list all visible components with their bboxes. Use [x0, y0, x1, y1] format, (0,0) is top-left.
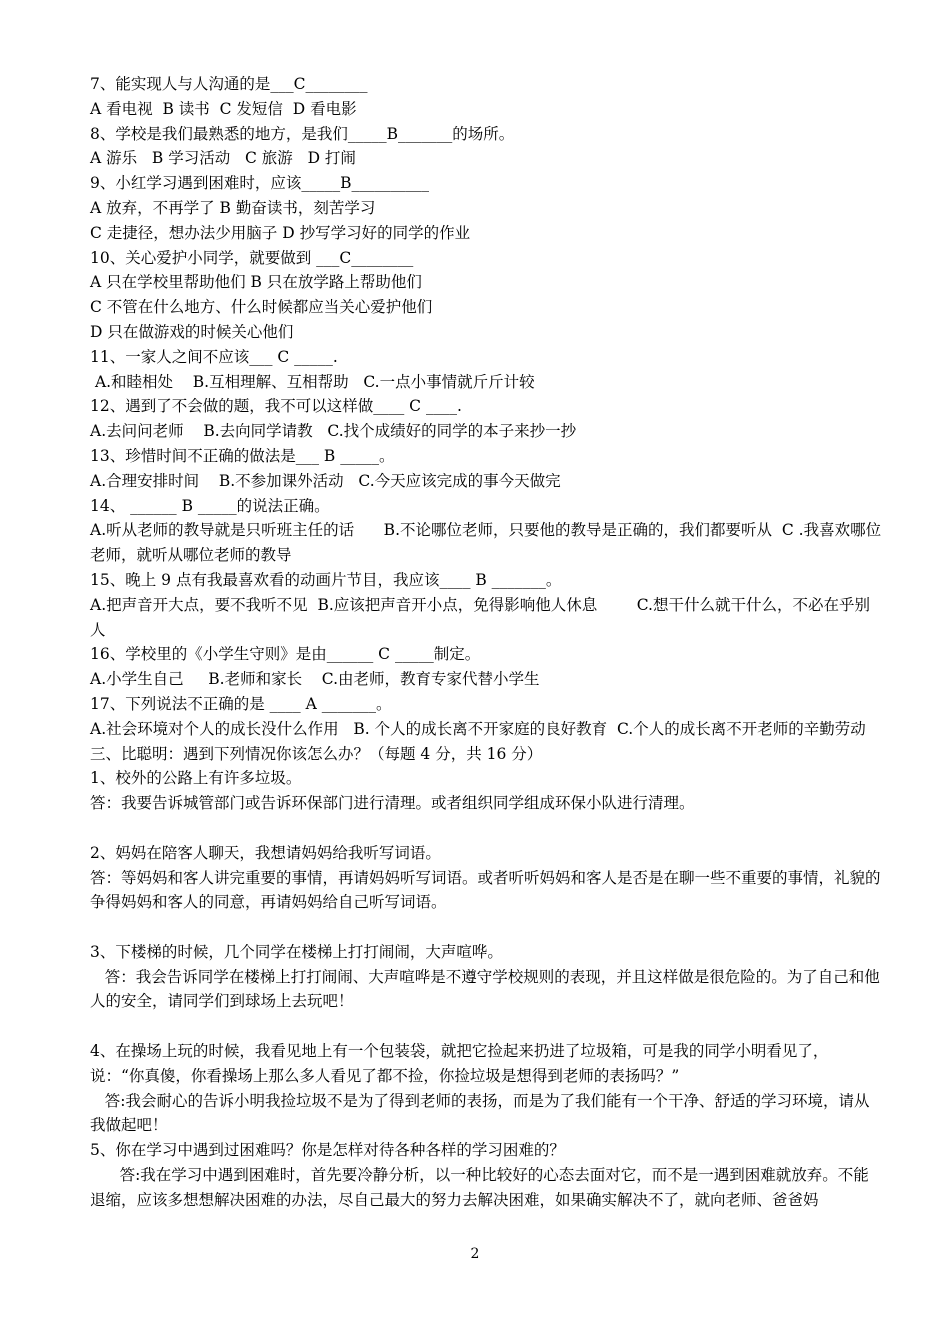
text-line: 5、你在学习中遇到过困难吗？你是怎样对待各种各样的学习困难的？ — [90, 1141, 565, 1160]
text-line: 答:我在学习中遇到困难时，首先要冷静分析，以一种比较好的心态去面对它，而不是一遇到困难就放弃。不能退缩，应该多想想解决困难的办法，尽自己最大的努力去解决困难，如果确实解决不了，就向老师、爸爸妈 — [90, 1166, 869, 1209]
text-line: D 只在做游戏的时候关心他们 — [90, 322, 294, 341]
text-line: 2、妈妈在陪客人聊天，我想请妈妈给我听写词语。 — [90, 843, 441, 862]
text-line: 16、学校里的《小学生守则》是由______ C _____制定。 — [90, 645, 481, 664]
text-line: 10、关心爱护小同学，就要做到 ___C________ — [90, 248, 414, 267]
blank-line — [90, 816, 882, 841]
text-line: 13、珍惜时间不正确的做法是___ B _____。 — [90, 446, 395, 465]
text-line: A.听从老师的教导就是只听班主任的话 B.不论哪位老师，只要他的教导是正确的，我们都要听从 C .我喜欢哪位老师，就听从哪位老师的教导 — [90, 521, 882, 565]
text-line: A.合理安排时间 B.不参加课外活动 C.今天应该完成的事今天做完 — [90, 471, 561, 490]
text-line: 三、比聪明：遇到下列情况你该怎么办？（每题 4 分，共 16 分） — [90, 744, 543, 763]
text-line: A.和睦相处 B.互相理解、互相帮助 C.一点小事情就斤斤计较 — [90, 372, 535, 391]
text-line: 3、下楼梯的时候，几个同学在楼梯上打打闹闹，大声喧哗。 — [90, 942, 503, 961]
text-line: 答：我要告诉城管部门或告诉环保部门进行清理。或者组织同学组成环保小队进行清理。 — [90, 794, 695, 813]
text-line: 答：我会告诉同学在楼梯上打打闹闹、大声喧哗是不遵守学校规则的表现，并且这样做是很危险的。为了自己和他人的安全，请同学们到球场上去玩吧！ — [90, 967, 880, 1011]
text-line: 答：等妈妈和客人讲完重要的事情，再请妈妈听写词语。或者听听妈妈和客人是否是在聊一些不重要的事情，礼貌的争得妈妈和客人的同意，再请妈妈给自己听写词语。 — [90, 868, 881, 912]
document-body — [90, 72, 882, 1213]
text-line: 17、下列说法不正确的是 ____ A _______。 — [90, 694, 392, 713]
text-line: 15、晚上 9 点有我最喜欢看的动画片节目，我应该____ B _______。 — [90, 570, 562, 589]
blank-line — [90, 915, 882, 940]
text-line: A.把声音开大点，要不我听不见 B.应该把声音开小点，免得影响他人休息 C.想干什么就干什么，不必在乎别人 — [90, 595, 870, 639]
text-line: 4、在操场上玩的时候，我看见地上有一个包装袋，就把它捡起来扔进了垃圾箱，可是我的同学小明看见了，说：“你真傻，你看操场上那么多人看见了都不捡，你捡垃圾是想得到老师的表扬吗？” — [90, 1042, 829, 1085]
text-line: A 放弃，不再学了 B 勤奋读书，刻苦学习 — [90, 198, 376, 217]
text-line: A 游乐 B 学习活动 C 旅游 D 打闹 — [90, 149, 356, 168]
text-line: A.社会环境对个人的成长没什么作用 B. 个人的成长离不开家庭的良好教育 C.个人的成长离不开老师的辛勤劳动 — [90, 719, 866, 738]
text-line: 7、能实现人与人沟通的是___C________ — [90, 75, 368, 93]
text-line: 8、学校是我们最熟悉的地方，是我们_____B_______的场所。 — [90, 124, 515, 143]
text-line: 14、 ______ B _____的说法正确。 — [90, 496, 330, 515]
text-line: 9、小红学习遇到困难时，应该_____B__________ — [90, 174, 430, 193]
text-line: A 看电视 B 读书 C 发短信 D 看电影 — [90, 99, 357, 118]
text-line: 答:我会耐心的告诉小明我捡垃圾不是为了得到老师的表扬，而是为了我们能有一个干净、舒适的学习环境，请从我做起吧！ — [90, 1091, 870, 1135]
text-line: 12、遇到了不会做的题，我不可以这样做____ C ____. — [90, 397, 462, 416]
text-line: C 不管在什么地方、什么时候都应当关心爱护他们 — [90, 298, 433, 317]
text-line: A.小学生自己 B.老师和家长 C.由老师，教育专家代替小学生 — [90, 670, 540, 689]
page-number: 2 — [470, 1246, 480, 1262]
text-line: 1、校外的公路上有许多垃圾。 — [90, 769, 302, 788]
blank-line — [90, 1014, 882, 1039]
text-line: 11、一家人之间不应该___ C _____. — [90, 347, 338, 366]
text-line: A 只在学校里帮助他们 B 只在放学路上帮助他们 — [90, 273, 422, 292]
text-line: C 走捷径，想办法少用脑子 D 抄写学习好的同学的作业 — [90, 223, 471, 242]
text-line: A.去问问老师 B.去向同学请教 C.找个成绩好的同学的本子来抄一抄 — [90, 422, 577, 441]
